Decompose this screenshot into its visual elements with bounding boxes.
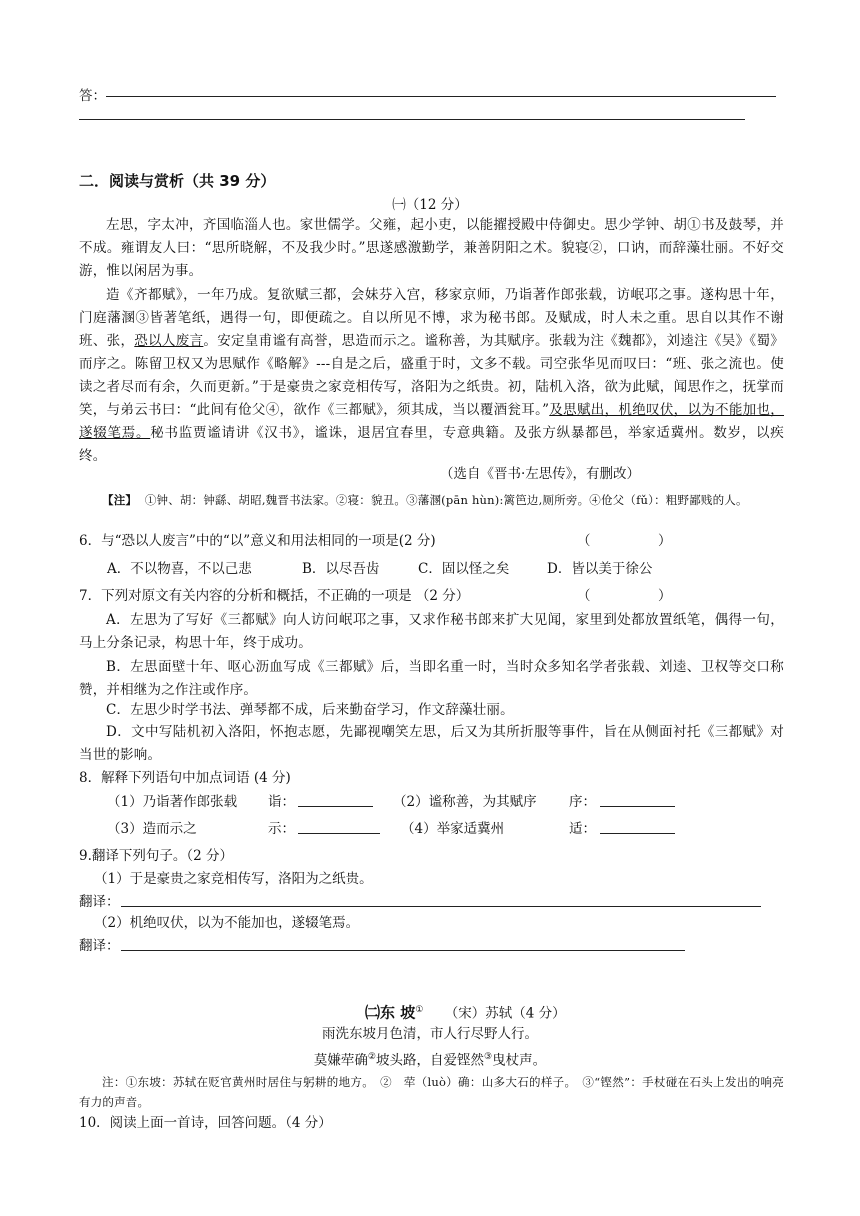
q7-option-a: A．左思为了写好《三都赋》向人访问岷邛之事，又求作秘书郎来扩大见闻，家里到处都放置纸笔，偶得一句，马上分条记录，构思十年，终于成功。 [79, 612, 784, 651]
p2-text-a: 造《齐都赋》，一年乃成。复欲赋三都，会妹芬入宫，移家京师，乃诣著作郎张载，访岷邛之事。遂构思十年，门庭藩溷③皆著笔纸，遇得一句，即便疏之。自以所见不博，求为秘书郎。及赋成，时人未之重。思自以其作不谢班、张， [79, 287, 784, 349]
q8-item-1: （1）乃诣著作郎张载 [107, 794, 238, 810]
passage-notes [79, 490, 784, 510]
q6-stem: 6．与“恐以人废言”中的“以”意义和用法相同的一项是(2 分) [79, 533, 436, 549]
q6-option-c: C．固以怪之矣 [418, 561, 510, 577]
q7-stem: 7．下列对原文有关内容的分析和概括，不正确的一项是 （2 分） [79, 588, 470, 604]
poem-title-line [365, 999, 566, 1025]
poem-note-mark-2: ② [367, 1052, 376, 1062]
poem-title: ㈡东 坡 [365, 1003, 416, 1022]
section-title: 二．阅读与赏析（共 39 分） [79, 172, 276, 190]
q8-blank-2[interactable] [600, 806, 675, 807]
poem-title-note-mark: ① [415, 1005, 424, 1015]
notes-text: ①钟、胡：钟繇、胡昭,魏晋书法家。②寝：貌丑。③藩溷(pān hùn):篱笆边,厕所旁。④伧父（fǔ）：粗野鄙贱的人。 [144, 493, 748, 507]
p2-underline-1: 恐以人废言 [134, 333, 204, 349]
poem-line-2-c: 曳杖声。 [492, 1052, 547, 1069]
poem-line-2 [0, 1046, 860, 1072]
q8-blank-3[interactable] [298, 833, 380, 834]
q7-option-b: B．左思面壁十年、呕心沥血写成《三都赋》后，当即名重一时，当时众多知名学者张载、刘逵、卫权等交口称赞，并相继为之作注或作序。 [79, 659, 784, 698]
passage-paragraph-1: 左思，字太冲，齐国临淄人也。家世儒学。父雍，起小吏，以能擢授殿中侍御史。思少学钟、胡①书及鼓琴，并不成。雍谓友人曰：“思所晓解，不及我少时。”思遂感激勤学，兼善阴阳之术。貌寝②，口讷，而辞藻壮丽。不好交游，惟以闲居为事。 [79, 217, 784, 279]
answer-label: 答： [79, 88, 106, 104]
q7-option-d: D．文中写陆机初入洛阳，怀抱志愿，先鄙视嘲笑左思，后又为其所折服等事件，旨在从侧面衬托《三都赋》对当世的影响。 [79, 724, 784, 763]
p2-underline-2: 及思赋出，机绝叹伏，以为不能加也，遂辍笔焉。 [79, 402, 784, 441]
q9-label-1: 翻译： [79, 894, 120, 910]
p2-text-c: 秘书监贾谧请讲《汉书》，谧诛，退居宜春里，专意典籍。及张方纵暴都邑，举家适冀州。数岁，以疾终。 [79, 425, 785, 464]
q8-item-4: （4）举家适冀州 [401, 821, 505, 837]
poem-line-2-a: 莫嫌荦确 [313, 1052, 368, 1069]
passage-source: （选自《晋书·左思传》，有删改） [440, 466, 641, 482]
q8-stem: 8．解释下列语句中加点词语 (4 分) [79, 770, 291, 786]
passage-heading: ㈠（12 分） [392, 197, 468, 213]
notes-label: 【注】 [102, 493, 138, 507]
poem-notes: 注：①东坡：苏轼在贬官黄州时居住与躬耕的地方。 ② 荦（luò）确：山多大石的样子。 ③“铿然”：手杖碰在石头上发出的响亮有力的声音。 [79, 1075, 784, 1109]
q8-item-2-word: 序： [569, 794, 596, 810]
q6-option-a: A．不以物喜，不以己悲 [107, 561, 252, 577]
q9-label-2: 翻译： [79, 938, 120, 954]
q9-answer-line-1[interactable] [121, 906, 761, 907]
q9-answer-line-2[interactable] [121, 950, 685, 951]
q10-stem: 10．阅读上面一首诗，回答问题。（4 分） [79, 1115, 332, 1131]
q6-option-d: D．皆以美于徐公 [547, 561, 653, 577]
q9-sentence-2: （2）机绝叹伏，以为不能加也，遂辍笔焉。 [94, 915, 360, 931]
q8-item-1-word: 诣： [268, 794, 295, 810]
q8-item-3-word: 示： [268, 821, 295, 837]
q7-option-c: C．左思少时学书法、弹琴都不成，后来勤奋学习，作文辞藻壮丽。 [106, 702, 514, 718]
q8-item-4-word: 适： [569, 821, 596, 837]
poem-author: （宋）苏轼（4 分） [444, 1005, 566, 1022]
answer-line-1[interactable] [106, 96, 776, 97]
passage-paragraph-2 [79, 284, 784, 468]
q6-answer-paren[interactable]: （ ） [577, 533, 672, 549]
q8-blank-4[interactable] [600, 833, 675, 834]
q7-answer-paren[interactable]: （ ） [577, 588, 672, 604]
q8-blank-1[interactable] [298, 806, 373, 807]
q9-sentence-1: （1）于是豪贵之家竞相传写，洛阳为之纸贵。 [94, 871, 373, 887]
p2-text-b: 。安定皇甫谧有高誉，思造而示之。谧称善，为其赋序。张载为注《魏都》，刘逵注《吴》《蜀》而序之。陈留卫权又为思赋作《略解》---自是之后，盛重于时，文多不载。司空张华见而叹曰：“班、张之流也。使读之者尽而有余，久而更新。”于是豪贵之家竞相传写，洛阳为之纸贵。初，陆机入洛，欲为此赋，闻思作之，抚掌而笑，与弟云书曰：“此间有伧父④，欲作《三都赋》，须其成，当以覆酒瓮耳。” [79, 333, 784, 418]
poem-line-2-b: 坡头路，自爱铿然 [376, 1052, 484, 1069]
answer-line-2[interactable] [79, 119, 745, 120]
q8-item-3: （3）造而示之 [107, 821, 197, 837]
poem-note-mark-3: ③ [484, 1052, 493, 1062]
q9-stem: 9.翻译下列句子。（2 分） [79, 848, 234, 864]
poem-line-1: 雨洗东坡月色清，市人行尽野人行。 [322, 1026, 538, 1042]
q8-item-2: （2）谧称善，为其赋序 [393, 794, 537, 810]
q6-option-b: B．以尽吾齿 [302, 561, 380, 577]
